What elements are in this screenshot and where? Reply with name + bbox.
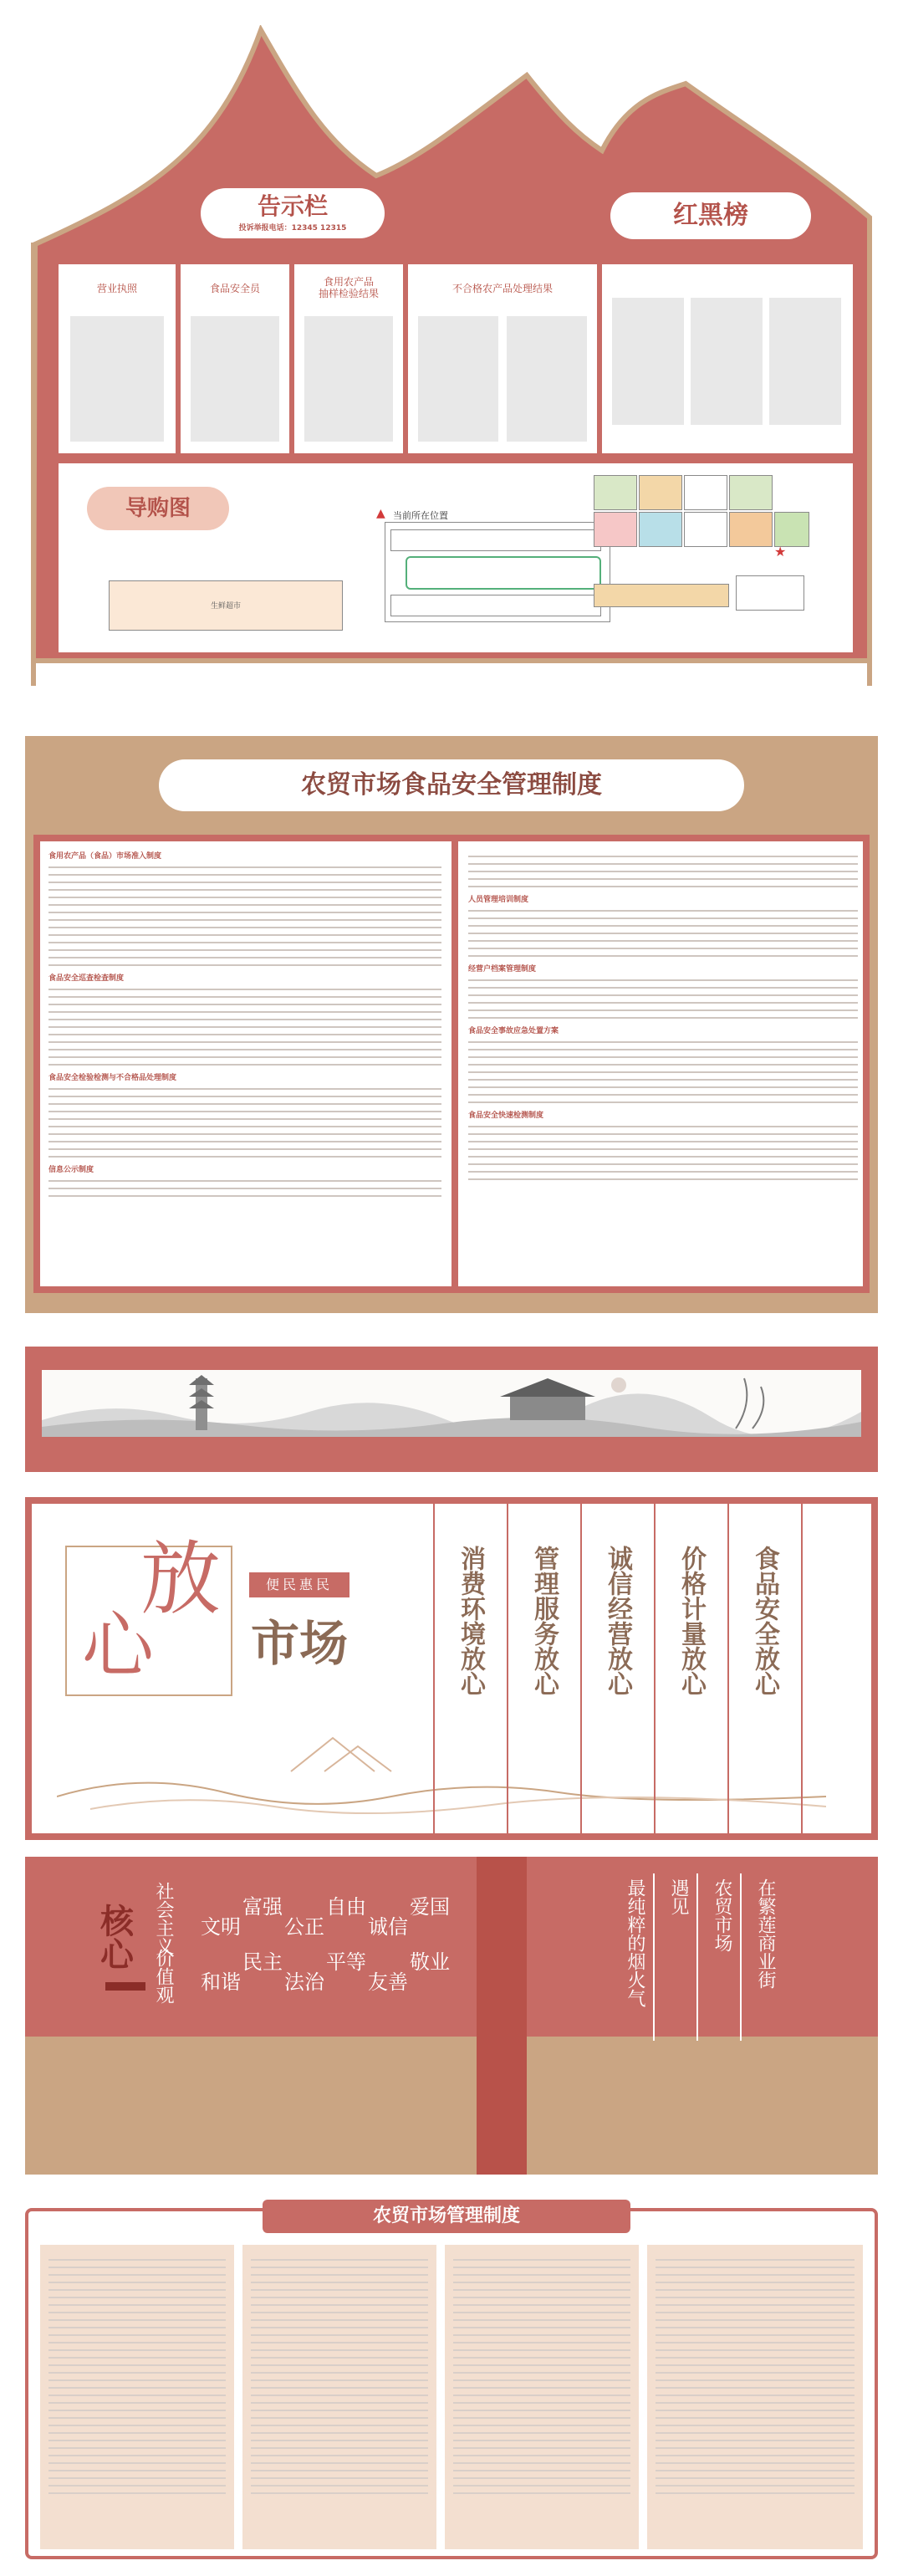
value-pair: 敬业 — [410, 1950, 450, 1974]
stall-row — [406, 556, 601, 590]
shop-block — [736, 575, 804, 611]
value-pair: 文明 — [201, 1915, 241, 1939]
food-safety-title: 农贸市场食品安全管理制度 — [301, 770, 602, 800]
column-rule — [654, 1504, 656, 1833]
market-text: 市场 — [251, 1615, 349, 1672]
column-text-5: 食品安全放心 — [750, 1546, 779, 1696]
section-heading: 信息公示制度 — [48, 1166, 94, 1174]
map-title: 导购图 — [125, 496, 191, 521]
column-rule — [507, 1504, 508, 1833]
right-rule — [653, 1873, 655, 2041]
shop-block — [594, 475, 637, 510]
core-char: 核心 — [100, 1903, 134, 1975]
text-lines — [656, 2259, 855, 2494]
slot-photo — [70, 316, 164, 442]
section-heading: 食品安全事故应急处置方案 — [468, 1027, 559, 1035]
shop-block — [684, 475, 727, 510]
management-title-pill — [263, 2200, 630, 2233]
management-panel-3 — [445, 2245, 639, 2549]
map-title-pill — [87, 487, 229, 530]
text-lines — [48, 989, 441, 1066]
core-values-bottom — [25, 2037, 878, 2175]
right-rule — [740, 1873, 742, 2041]
map-panel — [59, 463, 853, 652]
values-grid — [192, 1890, 468, 2016]
value-pair: 法治 — [284, 1970, 324, 1994]
map-area-label: 生鲜超市 — [210, 602, 241, 611]
shop-block — [639, 475, 682, 510]
column-rule — [433, 1504, 435, 1833]
column-text-3: 诚信经营放心 — [603, 1546, 632, 1696]
slot-photo — [507, 316, 587, 442]
management-panel-1 — [40, 2245, 234, 2549]
slot-panel-3 — [294, 264, 403, 453]
text-lines — [468, 1126, 858, 1180]
slot-panel-4 — [408, 264, 597, 453]
value-pair: 富强 — [242, 1895, 283, 1919]
food-safety-content — [33, 835, 870, 1293]
here-label: 当前所在位置 — [393, 510, 448, 521]
text-lines — [48, 1180, 441, 1197]
slot-panel-1 — [59, 264, 176, 453]
shop-block — [594, 512, 637, 547]
column-group — [433, 1504, 860, 1833]
values-heading-col: 社会主义 — [153, 1882, 174, 1955]
redblack-panel — [602, 264, 853, 453]
management-panel-2 — [242, 2245, 436, 2549]
slot-photo — [418, 316, 498, 442]
column-rule — [727, 1504, 729, 1833]
market-management-board — [25, 2205, 878, 2559]
section-heading: 食用农产品（食品）市场准入制度 — [48, 852, 162, 861]
management-panel-4 — [647, 2245, 863, 2549]
text-lines — [468, 979, 858, 1019]
banner-inner — [42, 1370, 861, 1437]
section-heading: 食品安全检验检测与不合格品处理制度 — [48, 1074, 177, 1082]
text-lines — [48, 866, 441, 966]
section-heading: 经营户档案管理制度 — [468, 965, 537, 974]
values-tail-col: 价值观 — [153, 1949, 174, 2004]
core-values-board — [25, 1857, 878, 2175]
column-text-1: 消费环境放心 — [456, 1546, 485, 1696]
big-char-fang: 放 — [140, 1532, 221, 1626]
notice-title: 告示栏 — [257, 192, 328, 220]
slot-photo — [191, 316, 279, 442]
stall-row — [390, 529, 601, 551]
redblack-slot — [691, 298, 763, 425]
text-lines — [468, 1041, 858, 1103]
text-lines — [251, 2259, 428, 2494]
text-lines — [48, 1088, 441, 1158]
value-pair: 自由 — [326, 1895, 366, 1919]
column-rule — [580, 1504, 582, 1833]
shop-block — [639, 512, 682, 547]
value-pair: 和谐 — [201, 1970, 241, 1994]
text-lines — [468, 910, 858, 957]
slot-label-license: 营业执照 — [96, 283, 137, 294]
right-col-3: 遇见 — [668, 1878, 689, 1915]
redblack-title-pill — [610, 192, 811, 239]
right-rule — [696, 1873, 698, 2041]
text-lines — [48, 2259, 226, 2494]
shop-block — [684, 512, 727, 547]
right-col-4: 最纯粹的烟火气 — [625, 1878, 645, 2007]
section-heading: 食品安全快速检测制度 — [468, 1112, 544, 1120]
food-safety-board — [25, 736, 878, 1313]
here-marker: ★ — [774, 544, 787, 560]
redblack-slot — [769, 298, 841, 425]
right-col-1: 在繁莲商业街 — [755, 1878, 776, 1989]
slot-label-safety-officer: 食品安全员 — [209, 283, 260, 294]
map-area-supermarket — [109, 580, 343, 631]
landscape-banner — [25, 1347, 878, 1472]
text-lines — [468, 856, 858, 887]
content-col-left — [48, 850, 441, 1285]
food-safety-title-pill — [159, 759, 744, 811]
shop-block — [729, 475, 773, 510]
shop-block — [594, 584, 729, 607]
section-heading: 食品安全巡查检查制度 — [48, 974, 125, 983]
notice-title-pill — [201, 188, 385, 238]
notice-board — [25, 25, 878, 686]
column-divider — [452, 841, 458, 1286]
management-title: 农贸市场管理制度 — [372, 2205, 520, 2226]
column-rule — [801, 1504, 803, 1833]
value-pair: 平等 — [326, 1950, 366, 1974]
value-pair: 民主 — [242, 1950, 283, 1974]
text-lines — [453, 2259, 630, 2494]
center-post — [477, 1857, 527, 2175]
slot-panel-2 — [181, 264, 289, 453]
notice-hotline: 投诉举报电话：12345 12315 — [238, 224, 347, 233]
value-pair: 友善 — [368, 1970, 408, 1994]
here-marker: ▲ — [376, 507, 385, 520]
slot-photo — [304, 316, 393, 442]
section-heading: 人员管理培训制度 — [468, 896, 529, 904]
slot-label-unqualified: 不合格农产品处理结果 — [452, 283, 553, 294]
core-seal — [105, 1982, 145, 1991]
value-pair: 诚信 — [368, 1915, 408, 1939]
right-col-2: 农贸市场 — [712, 1878, 732, 1952]
tag-pill: 便民惠民 — [249, 1572, 349, 1597]
map-stall-grid — [385, 522, 610, 622]
big-char-xin: 心 — [82, 1604, 154, 1688]
shop-block — [729, 512, 773, 547]
shop-block — [774, 512, 809, 547]
ink-landscape-illustration — [42, 1370, 861, 1437]
stall-row — [390, 595, 601, 616]
slot-label-sampling: 食用农产品 抽样检验结果 — [318, 276, 379, 299]
column-text-2: 管理服务放心 — [529, 1546, 559, 1696]
redblack-slot — [612, 298, 684, 425]
column-text-4: 价格计量放心 — [676, 1546, 706, 1696]
value-pair: 爱国 — [410, 1895, 450, 1919]
content-col-right — [468, 850, 858, 1285]
redblack-title: 红黑榜 — [673, 201, 748, 230]
reassurance-board — [25, 1497, 878, 1840]
value-pair: 公正 — [284, 1915, 324, 1939]
